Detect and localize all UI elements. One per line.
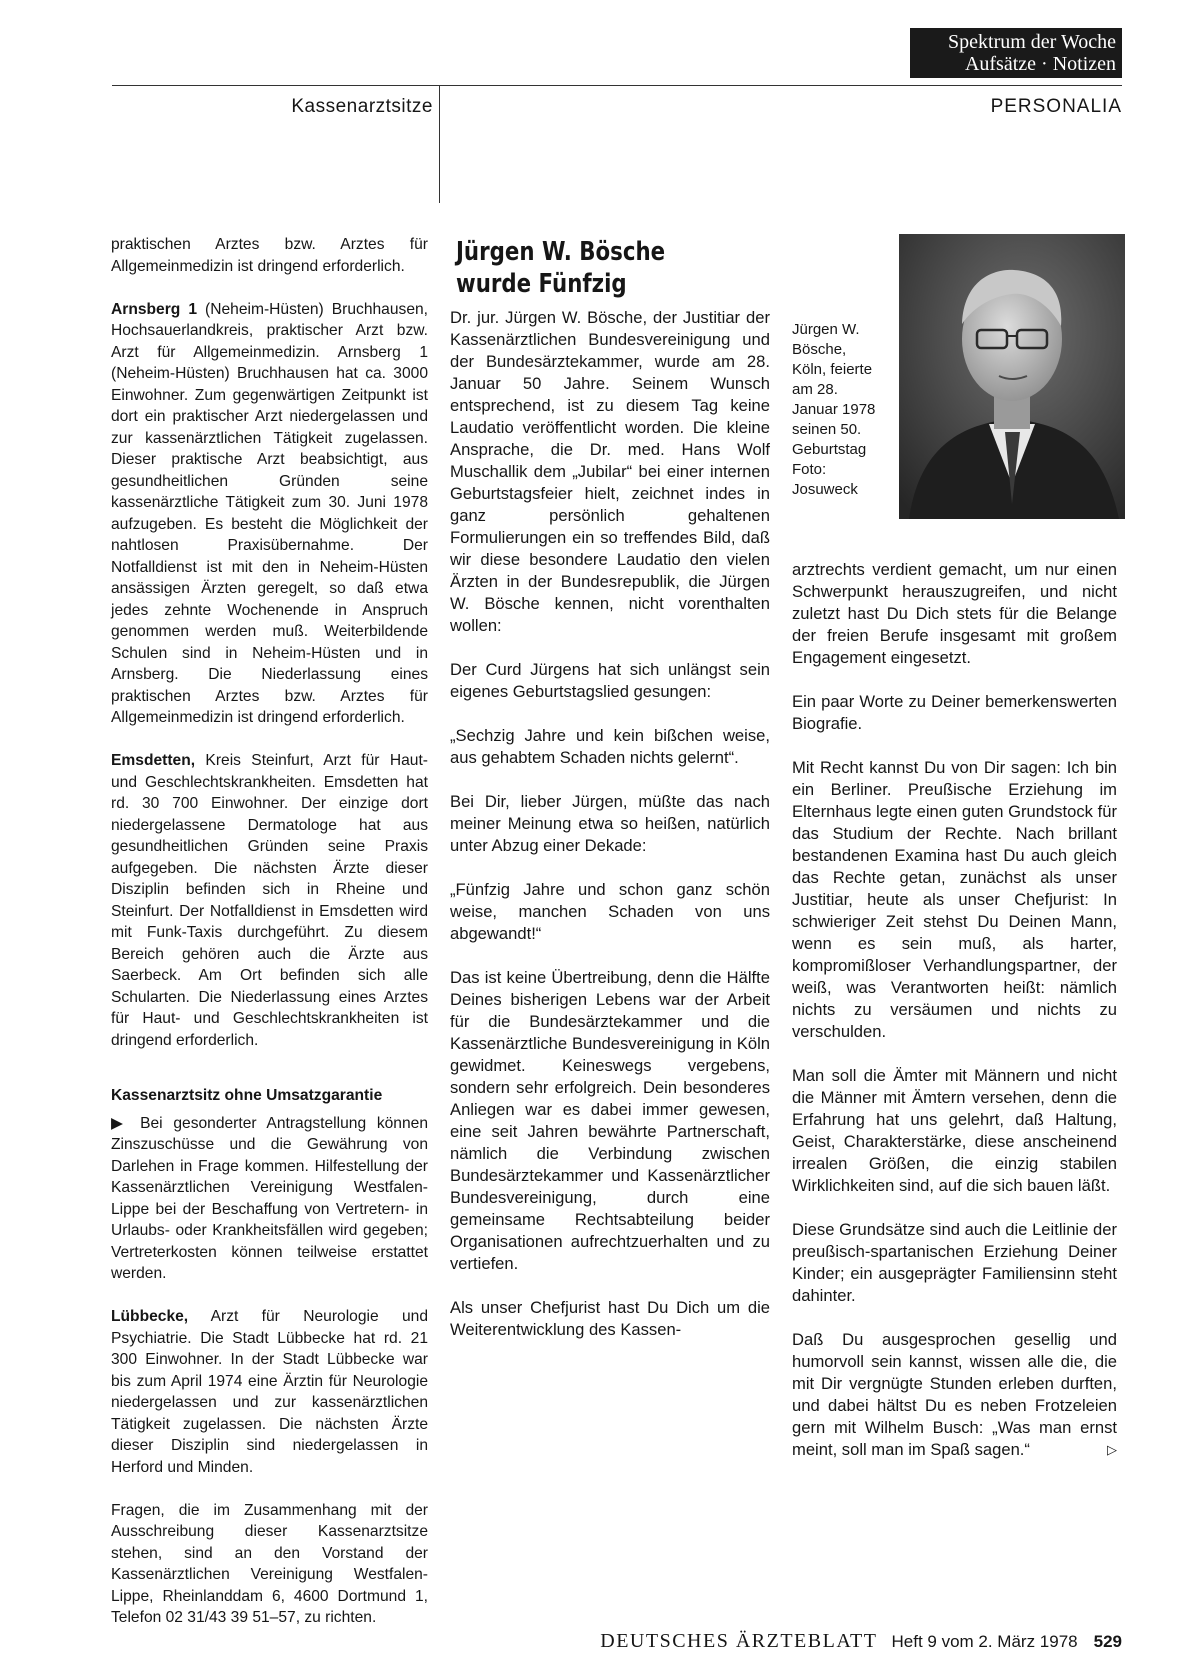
article-paragraph: arztrechts verdient gemacht, um nur einen Schwerpunkt herauszugreifen, und nicht zuletzt hast Du Dich stets für die Belange der freien Berufe insgesamt mit großem Engagement eingesetzt.	[792, 560, 1117, 667]
listing-arnsberg	[111, 299, 428, 729]
article-headline	[456, 236, 718, 300]
page-number: 529	[1093, 1632, 1122, 1651]
article-paragraph: Das ist keine Übertreibung, denn die Hälfte Deines bisherigen Lebens war der Arbeit für die Bundesärztekammer und die Kassenärztliche Bundesvereinigung in Köln gewidmet. Keineswegs vergebens, sondern sehr erfolgreich. Dein besonderes Anliegen war es dabei immer gewesen, eine seit Jahren bewährte Partnerschaft, nämlich die Verbindung zwischen Bundesärztekammer und Kassenärztlicher Bundesvereinigung, durch eine gemeinsame Rechtsabteilung beider Organisationen aufrechtzuerhalten und zu vertiefen.	[450, 968, 770, 1273]
intro-paragraph: praktischen Arztes bzw. Arztes für Allgemeinmedizin ist dringend erforderlich.	[111, 236, 428, 275]
article-middle-column	[450, 307, 770, 1363]
issue-info: Heft 9 vom 2. März 1978	[891, 1632, 1078, 1651]
badge-line-2: Aufsätze · Notizen	[964, 53, 1116, 75]
continue-arrow-icon: ▷	[1107, 1442, 1117, 1457]
bullet-paragraph	[111, 1113, 428, 1285]
quote-paragraph: „Fünfzig Jahre und schon ganz schön weise, manchen Schaden von uns abgewandt!“	[450, 880, 770, 943]
contact-paragraph: Fragen, die im Zusammenhang mit der Ausschreibung dieser Kassenarztsitze stehen, sind an den Vorstand der Kassenärztlichen Vereinigung Westfalen-Lippe, Rheinlanddam 6, 4600 Dortmund 1, Telefon 02 31/43 39 51–57, zu richten.	[111, 1501, 428, 1626]
subheading: Kassenarztsitz ohne Umsatzgarantie	[111, 1087, 383, 1104]
listing-text: Kreis Steinfurt, Arzt für Haut- und Geschlechtskrankheiten. Emsdetten hat rd. 30 700 Einwohner. Der einzige dort niedergelassene Dermatologe hat aus gesundheitlichen Gründen seine Praxis aufgegeben. Die nächsten Ärzte dieser Disziplin befinden sich in Rheine und Steinfurt. Der Notfalldienst in Emsdetten wird mit Funk-Taxis durchgeführt. Zu diesem Bereich gehören auch die Ärzte aus Saerbeck. Am Ort befinden sich alle Schularten. Die Niederlassung eines Arztes für Haut- und Geschlechtskrankheiten ist dringend erforderlich.	[111, 752, 428, 1049]
page-footer	[520, 1630, 1122, 1653]
article-paragraph: Der Curd Jürgens hat sich unlängst sein eigenes Geburtstagslied gesungen:	[450, 660, 770, 701]
headline-line-1: Jürgen W. Bösche	[456, 237, 666, 267]
quote-paragraph: „Sechzig Jahre und kein bißchen weise, aus gehabtem Schaden nichts gelernt“.	[450, 726, 770, 767]
article-paragraph: Diese Grundsätze sind auch die Leitlinie der preußisch-spartanischen Erziehung Deiner Kinder; ein ausgeprägter Familiensinn steht dahinter.	[792, 1220, 1117, 1305]
article-paragraph: Mit Recht kannst Du von Dir sagen: Ich bin ein Berliner. Preußische Erziehung im Elternhaus legte einen guten Grundstock für das Studium der Rechte. Nach brillant bestandenen Examina hast Du auch gleich das Rechte getan, zunächst als unser Justitiar, heute als unser Chefjurist: In schwieriger Zeit stehst Du Deinen Mann, wenn es sein muß, als harter, kompromißloser Verhandlungspartner, der weiß, was Verantworten heißt: nämlich nichts zu versäumen und nichts zu verschulden.	[792, 758, 1117, 1041]
article-paragraph: Dr. jur. Jürgen W. Bösche, der Justitiar der Kassenärztlichen Bundesvereinigung und der Bundesärztekammer, wurde am 28. Januar 50 Jahre. Seinem Wunsch entsprechend, ist zu diesem Tag keine Laudatio veröffentlicht worden. Die kleine Ansprache, die Dr. med. Hans Wolf Muschallik dem „Jubilar“ bei einer internen Geburtstagsfeier hielt, zeichnet indes in ganz persönlich gehaltenen Formulierungen ein so treffendes Bild, daß wir diese besondere Laudatio den vielen Ärzten in der Bundesrepublik, die Jürgen W. Bösche kennen, nicht vorenthalten wollen:	[450, 308, 770, 635]
article-paragraph: Ein paar Worte zu Deiner bemerkenswerten Biografie.	[792, 692, 1117, 733]
bullet-text: Bei gesonderter Antragstellung können Zinszuschüsse und die Gewährung von Darlehen in Frage kommen. Hilfestellung der Kassenärztlichen Vereinigung Westfalen-Lippe bei der Beschaffung von Vertretern- in Urlaubs- oder Krankheitsfällen wird gegeben; Vertreterkosten können teilweise erstattet werden.	[111, 1114, 428, 1282]
bullet-arrow-icon: ▶	[111, 1114, 141, 1132]
article-paragraph: Als unser Chefjurist hast Du Dich um die Weiterentwicklung des Kassen-	[450, 1298, 770, 1339]
section-label-left: Kassenarztsitze	[291, 96, 433, 117]
listing-lead: Emsdetten,	[111, 752, 196, 769]
photo-caption: Jürgen W. Bösche, Köln, feierte am 28. Januar 1978 seinen 50. Geburtstag Foto: Josuweck	[792, 321, 876, 498]
header-rule	[112, 85, 1122, 86]
section-badge	[910, 28, 1122, 78]
listing-text: Arzt für Neurologie und Psychiatrie. Die Stadt Lübbecke hat rd. 21 300 Einwohner. In der Stadt Lübbecke war bis zum April 1974 eine Ärztin für Neurologie niedergelassen und zur kassenärztlichen Tätigkeit zugelassen. Die nächsten Ärzte dieser Disziplin sind niedergelassen in Herford und Minden.	[111, 1308, 428, 1476]
article-paragraph: Bei Dir, lieber Jürgen, müßte das nach meiner Meinung etwa so heißen, natürlich unter Abzug einer Dekade:	[450, 792, 770, 855]
badge-line-1: Spektrum der Woche	[948, 31, 1116, 53]
headline-line-2: wurde Fünfzig	[456, 269, 627, 299]
article-right-column	[792, 559, 1117, 1483]
paragraph-text: Daß Du ausgesprochen gesellig und humorvoll sein kannst, wissen alle die, die mit Dir vergnügte Stunden erleben durften, und dabei hältst Du es neben Frotzeleien gern mit Wilhelm Busch: „Was man ernst meint, soll man im Spaß sagen.“	[792, 1330, 1117, 1459]
listing-lead: Arnsberg 1	[111, 300, 198, 318]
column-divider	[439, 85, 440, 203]
left-column	[111, 234, 428, 1629]
masthead: DEUTSCHES ÄRZTEBLATT	[600, 1630, 878, 1652]
section-label-right: PERSONALIA	[990, 96, 1122, 117]
listing-luebbecke	[111, 1306, 428, 1478]
portrait-photo	[899, 234, 1125, 519]
listing-lead: Lübbecke,	[111, 1308, 189, 1325]
listing-emsdetten	[111, 750, 428, 1051]
listing-text: (Neheim-Hüsten) Bruchhausen, Hochsauerlandkreis, praktischer Arzt bzw. Arzt für Allgemeinmedizin. Arnsberg 1 (Neheim-Hüsten) Bruchhausen hat ca. 3000 Einwohner. Zum gegenwärtigen Zeitpunkt ist dort ein praktischer Arzt niedergelassen und zur kassenärztlichen Tätigkeit zugelassen. Dieser praktische Arzt beabsichtigt, aus gesundheitlichen Gründen seine kassenärztliche Tätigkeit zum 30. Juni 1978 aufzugeben. Es besteht die Möglichkeit der nahtlosen Praxisübernahme. Der Notfalldienst ist mit den in Neheim-Hüsten ansässigen Ärzten geregelt, so daß etwa jedes zehnte Wochenende in Anspruch genommen werden muß. Weiterbildende Schulen sind in Neheim-Hüsten und in Arnsberg. Die Niederlassung eines praktischen Arztes bzw. Arztes für Allgemeinmedizin ist dringend erforderlich.	[111, 300, 428, 726]
article-last-paragraph	[792, 1329, 1117, 1461]
article-paragraph: Man soll die Ämter mit Männern und nicht die Männer mit Ämtern versehen, denn die Erfahrung hat uns gelehrt, daß Haltung, Geist, Charakterstärke, diese anscheinend irrealen Größen, die einzig stabilen Wirklichkeiten sind, auf die sich bauen läßt.	[792, 1066, 1117, 1195]
